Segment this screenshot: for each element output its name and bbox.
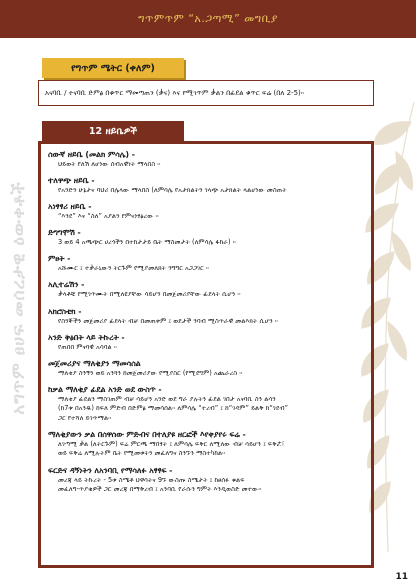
section-meter-text: አናባቢ / ተናባቢ ድምፅ በቁጥር ማመጣጠን (ቃና) እና የሚገጥም ቃልን በፊደል ቁጥር ፍሬ (በለ 2-5)፡፡ bbox=[45, 88, 305, 97]
item-desc: የአንድን ሁኔታና ባህሪ በሌላው ማላበስ (ለምሳሌ የአታክልትን ገላጭ አታክልት ላልሆነው መስጠት bbox=[58, 186, 287, 195]
item-desc: የጠበበ ምናባዊ አሳባል ፡፡ bbox=[58, 342, 117, 351]
list-item bbox=[48, 307, 364, 327]
item-desc: “እንደ” እና “ስለ” አያልን የምናነፃፅረው ፡፡ bbox=[58, 212, 159, 221]
section-meter-box bbox=[38, 80, 374, 106]
item-desc: 3 ወይ 4 አጫጭር ሀረጎችን በተከታታይ ቤት ማስመታት (ለምሳሌ ፋከራ) ፡፡ bbox=[58, 238, 236, 247]
item-desc: ለገጣሚ ቃል (ለትርጉም) ፍሬ ምርጫ ማበፃት ፤ ለምሳሌ ፍቅር ለሚለው ብቻ ሳይሆን ፤ ፍቅሯ፣ bbox=[58, 439, 285, 448]
section-meter-header bbox=[42, 58, 184, 78]
item-desc: አሹሙር ፤ ተቃራኒውን ትርጉም የሚያመለክት ንግግር አጋጋገር ፡፡ bbox=[58, 264, 209, 273]
list-item bbox=[48, 176, 364, 196]
item-title: አክሮስቲክ - bbox=[48, 306, 82, 316]
item-desc: መረጃ ላይ ትኩረት - 5ቱ ስሜቶ ህዋሳትና 9ኙ ውስጡ ስሜታት ፤ ከፀሰፉ ቁልፍ bbox=[58, 475, 245, 484]
list-item bbox=[48, 280, 364, 300]
figures-list bbox=[48, 150, 364, 501]
list-item bbox=[48, 430, 364, 459]
item-desc: ወይ ፍቅሬ ለሚሉትም ቤት የሚመቱትን መፈለግና ስንኙን ማስተካከል፡፡ bbox=[58, 449, 226, 458]
item-title: መጀመሪያና ማለቂያን ማመሳሰል bbox=[48, 358, 141, 368]
page-number: 11 bbox=[395, 572, 408, 582]
item-title: ተለዋጭ ዘይቤ - bbox=[48, 176, 95, 186]
item-title: አነፃፃሪ ዘይቤ - bbox=[48, 202, 92, 212]
list-item bbox=[48, 202, 364, 222]
item-title: ማለቂያውን ቃል በሰዋሰው ምድብና በተለያዩ ዘርፎች እየቀያየሩ ፍሬ - bbox=[48, 429, 246, 439]
item-title: አንድ ቅፅበት ላይ ትኩረት - bbox=[48, 332, 125, 342]
item-desc: ህይወት የለሽ ለሆነው ሰብአዊነት ማላበስ ፡፡ bbox=[58, 160, 161, 168]
item-desc: ማለቂያ ፊደልን ማስገጠም ብቻ ሳይሆን አንድ ወደ ግራ ያሉትን ፊደል ገበታ አናባቢ ስን ልሳን bbox=[58, 394, 276, 403]
section-figures-title: 12 ዘይቤዎች bbox=[88, 125, 138, 137]
item-desc: መፈለግ-ጥያቄዎች ጋር መረጃ በማቅረብ ፤ አንባቢ የራሱን ግምት እንዲወስድ መተው፡፡ bbox=[58, 485, 262, 494]
item-desc: ጋር የተሻለ ይገጥማል፡፡ bbox=[58, 413, 112, 422]
item-title: ሰውኛ ዘይቤ (መልክ ምሳሌ) - bbox=[48, 150, 136, 159]
list-item bbox=[48, 333, 364, 353]
vertical-side-title bbox=[0, 38, 38, 558]
list-item bbox=[48, 359, 364, 379]
list-item bbox=[48, 150, 364, 170]
item-desc: ቃላቶቹ የሚገጥሙት በሚለዩያቸው ሳይሆን በመጀመሪያቸው ፊደላት ሲሆን ፡፡ bbox=[58, 290, 241, 299]
list-item bbox=[48, 228, 364, 248]
list-item bbox=[48, 385, 364, 424]
section-figures-header bbox=[42, 121, 184, 141]
item-desc: የስንኞችን መጀመሪያ ፊደላት ብቻ በመጠቀም ፤ ወደታች ንባብ ሚስጥራዊ መልእክት ሲሆን ፡፡ bbox=[58, 316, 278, 325]
item-title: ድግግሞሽ - bbox=[48, 228, 81, 238]
item-title: ከቃል ማለቂያ ፊደል አንድ ወደ ውስጥ - bbox=[48, 384, 162, 394]
side-title-text: አግጥም ፀሀፍ መሰረታዊ ዕውቀቶች bbox=[9, 181, 30, 415]
item-title: ፍርድና ዳኝነትን ለአንባቢ የማሳለፉ አፃፃፍ - bbox=[48, 465, 173, 475]
page-header-title: ግጥምጥም “አ.ጋጣሚ” መግቢያ bbox=[138, 12, 278, 25]
list-item bbox=[48, 466, 364, 495]
top-banner bbox=[0, 0, 416, 38]
section-meter-title: የግጥም ሜትር (ቀለም) bbox=[71, 62, 155, 74]
item-title: ምፀት - bbox=[48, 254, 71, 264]
item-desc: (ከ7ቱ በአንዱ) ከፍለ ምድብ በድምፅ ማመሳሰል፡፡ ለምሳሌ “ተረብ” ፤ ከ“ገዳም” ይልቅ ከ“ገደብ” bbox=[58, 404, 289, 413]
list-item bbox=[48, 254, 364, 274]
item-desc: ማለቂያ ስንኝን ወይ አንጓን ከመጀመሪያው የሚያስር (የሚደግም) አጨራረስ ፡፡ bbox=[58, 368, 243, 377]
item-title: አሊተሬሽን - bbox=[48, 280, 85, 290]
